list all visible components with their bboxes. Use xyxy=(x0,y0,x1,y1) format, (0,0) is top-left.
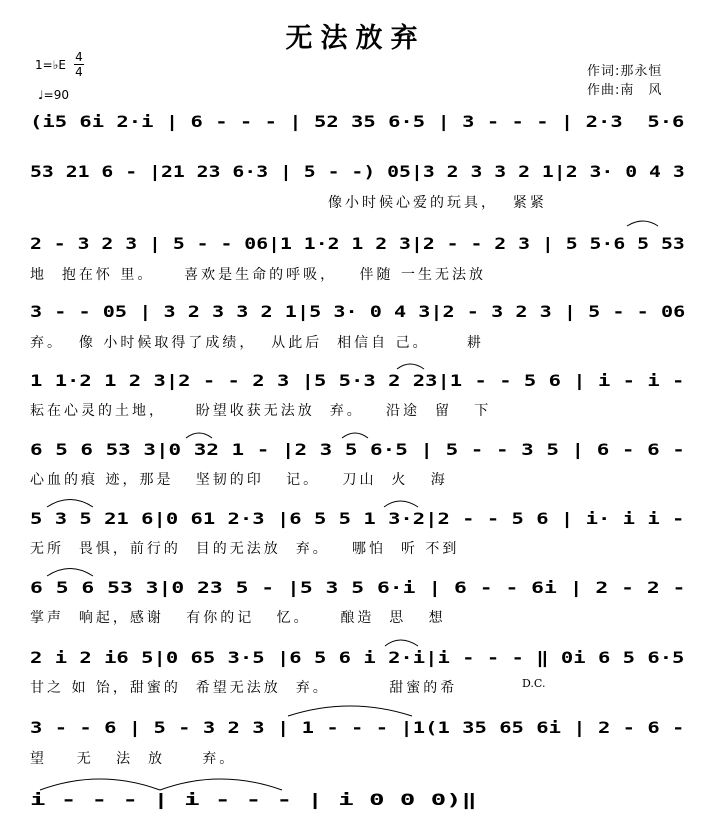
slur-10 xyxy=(40,779,160,790)
meter-top: 4 xyxy=(75,50,83,64)
lyric-line-7: 无所 畏惧，前行的 目的无法放 弃。 哪怕 听 不到 xyxy=(30,541,460,557)
lyric-line-9: 甘之 如 饴，甜蜜的 希望无法放 弃。 甜蜜的希 xyxy=(30,680,458,696)
slur-9 xyxy=(288,706,412,716)
lyric-line-6: 心血的痕 迹，那是 坚韧的印 记。 刀山 火 海 xyxy=(30,472,448,488)
slur-11 xyxy=(160,779,282,790)
notation-line-7: 5 3 5 21 6|0 61 2·3 |6 5 5 1 3·2|2 - - 5 6 | i· i i - xyxy=(30,509,685,528)
slur-2 xyxy=(397,364,424,369)
lyric-line-2: 像小时候心爱的玩具， 紧紧 xyxy=(30,195,547,211)
notation-line-9: 2 i 2 i6 5|0 65 3·5 |6 5 6 i 2·i|i - - - ‖ 0i 6 5 6·5 xyxy=(30,648,685,667)
notation-line-10: 3 - - 6 | 5 - 3 2 3 | 1 - - - |1(1 35 65 6i | 2 - 6 - xyxy=(30,718,685,737)
slur-8 xyxy=(385,640,418,646)
slur-4 xyxy=(342,433,368,438)
slur-1 xyxy=(627,221,658,226)
lyric-line-10: 望 无 法 放 弃。 xyxy=(30,751,237,767)
slur-6 xyxy=(384,501,418,507)
slur-3 xyxy=(186,433,212,438)
key-signature: 1=♭E xyxy=(35,58,66,72)
notation-line-2: 53 21 6 - |21 23 6·3 | 5 - -) 05|3 2 3 3 2 1|2 3· 0 4 3 xyxy=(30,162,685,181)
notation-line-11: i - - - | i - - - | i 0 0 0)‖ xyxy=(30,790,477,809)
notation-line-8: 6 5 6 53 3|0 23 5 - |5 3 5 6·i | 6 - - 6i | 2 - 2 - xyxy=(30,578,686,597)
meter-bottom: 4 xyxy=(75,65,83,79)
lyric-line-4: 弃。 像 小时候取得了成绩， 从此后 相信自 己。 耕 xyxy=(30,335,484,351)
notation-line-4: 3 - - 05 | 3 2 3 3 2 1|5 3· 0 4 3|2 - 3 2 3 | 5 - - 06 xyxy=(30,302,686,321)
notation-line-3: 2 - 3 2 3 | 5 - - 06|1 1·2 1 2 3|2 - - 2 3 | 5 5·6 5 53 xyxy=(30,234,685,253)
lyric-line-5: 耘在心灵的土地， 盼望收获无法放 弃。 沿途 留 下 xyxy=(30,403,492,419)
composer-credit: 作曲:南 风 xyxy=(587,83,663,98)
time-signature xyxy=(74,50,84,79)
lyricist-credit: 作词:那永恒 xyxy=(587,64,663,79)
notation-line-5: 1 1·2 1 2 3|2 - - 2 3 |5 5·3 2 23|1 - - 5 6 | i - i - xyxy=(30,371,685,390)
notation-line-6: 6 5 6 53 3|0 32 1 - |2 3 5 6·5 | 5 - - 3 5 | 6 - 6 - xyxy=(30,440,685,459)
dc-mark: D.C. xyxy=(522,677,546,690)
tempo-mark: ♩=90 xyxy=(38,88,69,102)
slur-5 xyxy=(47,500,93,508)
notation-line-1: (i5 6i 2·i | 6 - - - | 52 35 6·5 | 3 - - - | 2·3 5·6 xyxy=(30,112,685,131)
lyric-line-3: 地 抱在怀 里。 喜欢是生命的呼吸， 伴随 一生无法放 xyxy=(30,267,486,283)
song-title: 无法放弃 xyxy=(285,23,426,54)
slur-7 xyxy=(47,569,93,577)
lyric-line-8: 掌声 响起，感谢 有你的记 忆。 酿造 思 想 xyxy=(30,610,446,626)
